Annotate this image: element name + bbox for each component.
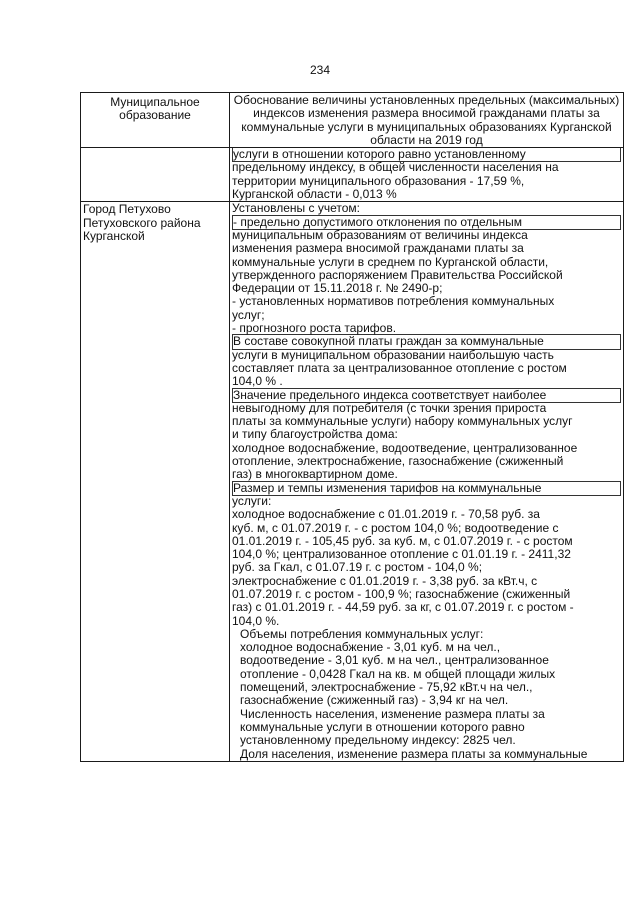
text-line: услуг;	[232, 308, 265, 322]
text-line: и типу благоустройства дома:	[232, 428, 398, 442]
table-row	[81, 148, 624, 202]
text-line: муниципальным образованиям от величины индекса	[232, 228, 528, 242]
justification-text	[232, 202, 621, 760]
text-line: Численность населения, изменение размера платы за	[240, 707, 545, 721]
text-line: электроснабжение с 01.01.2019 г. - 3,38 руб. за кВт.ч, с	[232, 574, 538, 588]
page-number: 234	[309, 63, 331, 77]
justification-text	[232, 147, 621, 201]
text-line: газоснабжение (сжиженный газ) - 3,94 кг на чел.	[240, 694, 509, 708]
text-line: Размер и темпы изменения тарифов на коммунальные	[232, 481, 621, 496]
text-line: услуги в отношении которого равно установленному	[232, 147, 621, 162]
text-line: - установленных нормативов потребления коммунальных	[232, 295, 555, 309]
text-line: установленному предельному индексу: 2825 чел.	[240, 734, 516, 748]
text-line: холодное водоснабжение, водоотведение, централизованное	[232, 441, 578, 455]
text-line: 01.07.2019 г. с ростом - 100,9 %; газоснабжение (сжиженный	[232, 587, 571, 601]
table-header-row	[81, 93, 624, 148]
text-line: 104,0 %.	[232, 614, 280, 628]
text-line: Установлены с учетом:	[232, 202, 360, 216]
text-line: Федерации от 15.11.2018 г. № 2490-р;	[232, 282, 443, 296]
text-line: 01.01.2019 г. - 105,45 руб. за куб. м, с 01.07.2019 г. - с ростом	[232, 534, 573, 548]
text-line: изменения размера вносимой гражданами платы за	[232, 242, 524, 256]
header-justification-cell	[230, 93, 624, 148]
text-line: платы за коммунальные услуги) набору коммунальных услуг	[232, 415, 573, 429]
text-line: руб. за Гкал, с 01.07.19 г. с ростом - 104,0 %;	[232, 561, 483, 575]
municipality-name: Город Петухово Петуховского района Курганской	[83, 202, 201, 243]
municipality-cell	[81, 148, 230, 202]
text-line: услуги:	[232, 494, 272, 508]
text-line: коммунальные услуги в среднем по Курганской области,	[232, 255, 549, 269]
justification-cell	[230, 148, 624, 202]
header-justification: Обоснование величины установленных предельных (максимальных) индексов изменения размера вносимой гражданами платы за коммунальные услуги в муниципальных образованиях Курганской области на 2019 год	[233, 93, 620, 147]
text-line: холодное водоснабжение - 3,01 куб. м на чел.,	[240, 641, 501, 655]
text-line: помещений, электроснабжение - 75,92 кВт.ч на чел.,	[240, 681, 533, 695]
text-line: услуги в муниципальном образовании наибольшую часть	[232, 348, 554, 362]
header-municipality: Муниципальное образование	[110, 95, 200, 123]
text-line: газ) в многоквартирном доме.	[232, 468, 398, 482]
text-line: составляет плата за централизованное отопление с ростом	[232, 361, 567, 375]
text-line: - прогнозного роста тарифов.	[232, 322, 397, 336]
text-line: отопление - 0,0428 Гкал на кв. м общей площади жилых	[240, 667, 556, 681]
text-line: отопление, электроснабжение, газоснабжение (сжиженный	[232, 455, 564, 469]
text-line: предельному индексу, в общей численности населения на	[232, 161, 559, 175]
text-line: В составе совокупной платы граждан за коммунальные	[232, 334, 621, 349]
text-line: территории муниципального образования - 17,59 %,	[232, 174, 525, 188]
text-line: Доля населения, изменение размера платы за коммунальные	[240, 747, 588, 761]
municipality-cell	[81, 202, 230, 761]
text-line: Значение предельного индекса соответствует наиболее	[232, 388, 621, 403]
text-line: холодное водоснабжение с 01.01.2019 г. - 70,58 руб. за	[232, 508, 540, 522]
text-line: куб. м, с 01.07.2019 г. - с ростом 104,0 %; водоотведение с	[232, 521, 559, 535]
text-line: утвержденного распоряжением Правительства Российской	[232, 268, 563, 282]
header-municipality-cell	[81, 93, 230, 148]
text-line: - предельно допустимого отклонения по отдельным	[232, 215, 621, 230]
text-line: водоотведение - 3,01 куб. м на чел., централизованное	[240, 654, 549, 668]
text-line: газ) с 01.01.2019 г. - 44,59 руб. за кг, с 01.07.2019 г. с ростом -	[232, 601, 574, 615]
text-line: 104,0 %; централизованное отопление с 01.01.19 г. - 2411,32	[232, 548, 571, 562]
justification-cell	[230, 202, 624, 761]
justification-table	[80, 92, 624, 762]
text-line: Курганской области - 0,013 %	[232, 188, 397, 202]
text-line: коммунальные услуги в отношении которого равно	[240, 720, 525, 734]
text-line: Объемы потребления коммунальных услуг:	[240, 627, 484, 641]
table-row	[81, 202, 624, 761]
text-line: невыгодному для потребителя (с точки зрения прироста	[232, 401, 547, 415]
text-line: 104,0 % .	[232, 375, 283, 389]
